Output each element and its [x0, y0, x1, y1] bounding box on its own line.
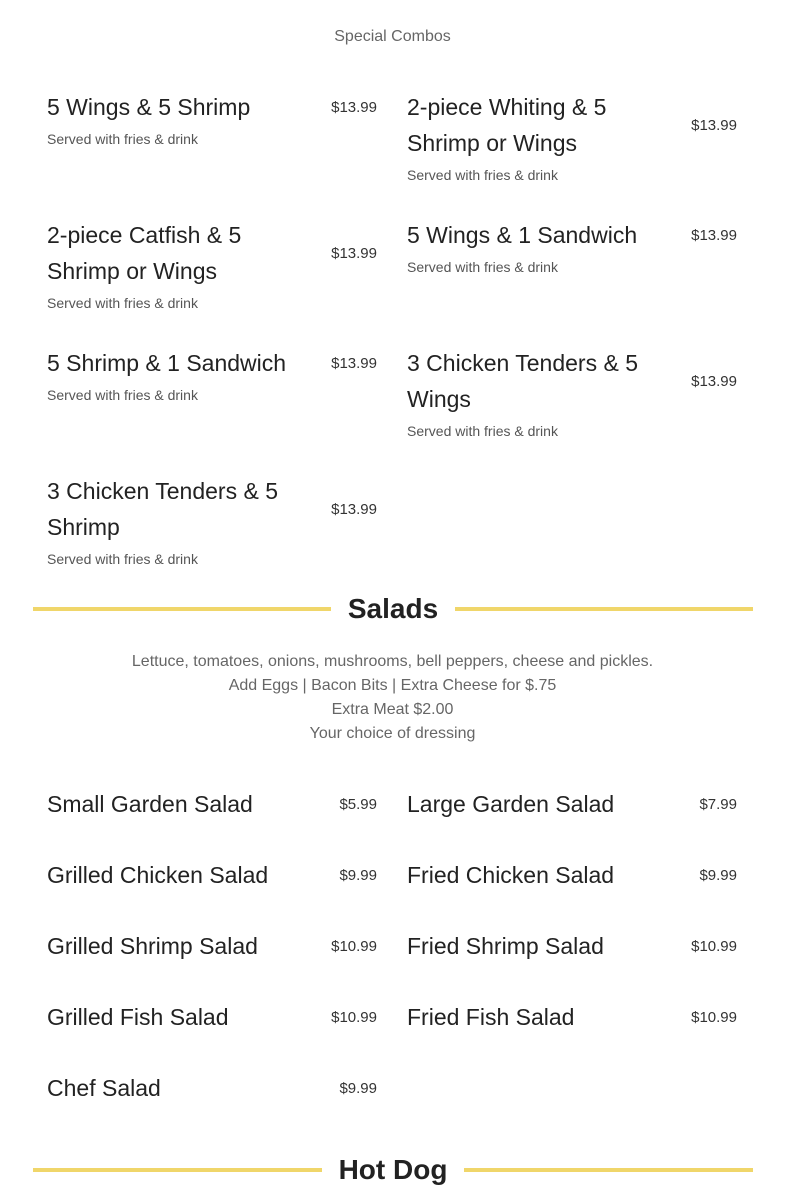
menu-item-name: 3 Chicken Tenders & 5 Shrimp [47, 478, 278, 540]
hotdog-section-heading [33, 1148, 753, 1192]
salads-description-line: Extra Meat $2.00 [331, 701, 454, 718]
special-combos-subtitle: Special Combos [334, 28, 451, 45]
menu-item-price: $10.99 [691, 1008, 737, 1026]
menu-item-name: Grilled Shrimp Salad [47, 933, 258, 959]
salads-description-line: Lettuce, tomatoes, onions, mushrooms, bell peppers, cheese and pickles. [131, 653, 654, 670]
menu-item-name: 2-piece Whiting & 5 Shrimp or Wings [407, 94, 607, 156]
menu-item [47, 857, 377, 893]
menu-item-price: $7.99 [699, 795, 737, 813]
heading-divider-right [464, 1168, 753, 1172]
menu-item-price: $10.99 [691, 937, 737, 955]
menu-item-description: Served with fries & drink [47, 131, 198, 147]
menu-item [47, 89, 377, 148]
menu-item-price: $5.99 [339, 795, 377, 813]
menu-item-name: Fried Chicken Salad [407, 862, 615, 888]
menu-item-description: Served with fries & drink [47, 295, 198, 311]
menu-item-description: Served with fries & drink [407, 423, 558, 439]
menu-item-price: $13.99 [331, 354, 377, 372]
menu-item [407, 89, 737, 184]
menu-item-price: $10.99 [331, 1008, 377, 1026]
heading-divider-left [33, 607, 331, 611]
menu-item [407, 217, 737, 276]
menu-item [47, 345, 377, 404]
menu-item-name: Grilled Fish Salad [47, 1004, 229, 1030]
menu-item-price: $10.99 [331, 937, 377, 955]
section-title: Hot Dog [338, 1154, 448, 1185]
menu-item-name: Small Garden Salad [47, 791, 253, 817]
menu-item [47, 1070, 377, 1106]
heading-divider-left [33, 1168, 322, 1172]
menu-item-name: 2-piece Catfish & 5 Shrimp or Wings [47, 222, 242, 284]
menu-item-description: Served with fries & drink [407, 167, 558, 183]
menu-item-name: Fried Shrimp Salad [407, 933, 604, 959]
menu-item-name: 3 Chicken Tenders & 5 Wings [407, 350, 638, 412]
menu-item [47, 786, 377, 822]
menu-item-price: $13.99 [331, 244, 377, 262]
menu-item-price: $13.99 [691, 116, 737, 134]
menu-item-price: $13.99 [331, 500, 377, 518]
menu-item-name: 5 Wings & 5 Shrimp [47, 94, 251, 120]
menu-item-name: Chef Salad [47, 1075, 161, 1101]
menu-item-price: $13.99 [691, 226, 737, 244]
salads-description-line: Add Eggs | Bacon Bits | Extra Cheese for $.75 [228, 677, 557, 694]
heading-divider-right [455, 607, 753, 611]
menu-item-price: $9.99 [339, 866, 377, 884]
menu-item [407, 345, 737, 440]
menu-item [407, 786, 737, 822]
menu-item [47, 999, 377, 1035]
menu-item [47, 473, 377, 568]
menu-item-price: $9.99 [339, 1079, 377, 1097]
menu-item [407, 928, 737, 964]
menu-item-description: Served with fries & drink [407, 259, 558, 275]
menu-item-price: $13.99 [331, 98, 377, 116]
menu-item-name: Fried Fish Salad [407, 1004, 575, 1030]
section-title: Salads [347, 593, 439, 624]
menu-item [407, 999, 737, 1035]
salads-description-line: Your choice of dressing [309, 725, 476, 742]
menu-item-description: Served with fries & drink [47, 387, 198, 403]
menu-item [407, 857, 737, 893]
combos-menu-grid [47, 89, 737, 568]
menu-item-name: 5 Wings & 1 Sandwich [407, 222, 638, 248]
menu-item-name: Large Garden Salad [407, 791, 615, 817]
menu-item-price: $13.99 [691, 372, 737, 390]
salads-section-heading [33, 587, 753, 631]
menu-item-price: $9.99 [699, 866, 737, 884]
salads-menu-grid [47, 786, 737, 1106]
salads-description [0, 650, 785, 746]
menu-item-description: Served with fries & drink [47, 551, 198, 567]
menu-item-name: Grilled Chicken Salad [47, 862, 269, 888]
menu-item-name: 5 Shrimp & 1 Sandwich [47, 350, 287, 376]
menu-item [47, 217, 377, 312]
menu-item [47, 928, 377, 964]
